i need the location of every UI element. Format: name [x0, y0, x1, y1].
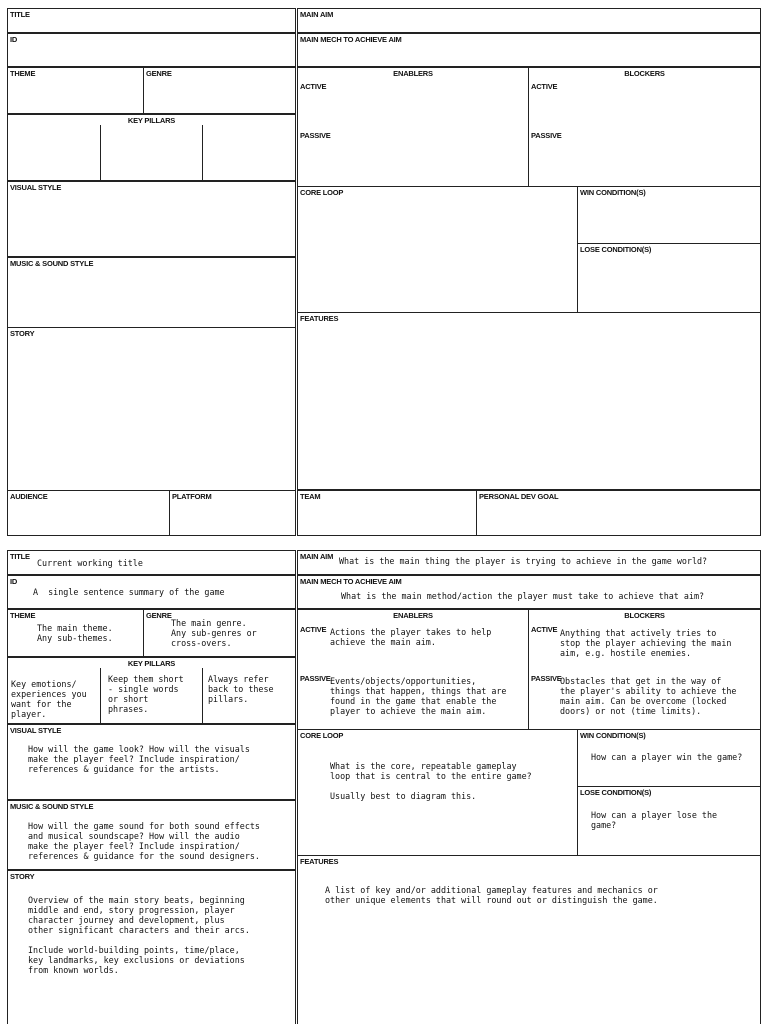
- blank-main-aim-box[interactable]: [297, 8, 761, 33]
- guide-lose-box[interactable]: [577, 786, 761, 856]
- win-conditions-label: WIN CONDITION(S): [580, 188, 646, 197]
- features-label: FEATURES: [300, 857, 339, 866]
- guide-story-box[interactable]: [7, 870, 296, 1024]
- blank-lose-box[interactable]: [577, 243, 761, 313]
- blank-platform-box[interactable]: [169, 490, 296, 536]
- story-label: STORY: [10, 329, 35, 338]
- story-guide-text: Overview of the main story beats, beginning middle and end, story progression, player character journey and development, plus other significant characters and their arcs. Include world-building points, time/place, key landmarks, key exclusions or deviations from known worlds.: [28, 895, 250, 975]
- core-loop-label: CORE LOOP: [300, 188, 344, 197]
- main-mech-label: MAIN MECH TO ACHIEVE AIM: [300, 35, 402, 44]
- guide-features-box[interactable]: [297, 855, 761, 1024]
- guide-theme-box[interactable]: [7, 609, 144, 657]
- guide-title-box[interactable]: [7, 550, 296, 575]
- lose-conditions-label: LOSE CONDITION(S): [580, 245, 652, 254]
- guide-enablers-box[interactable]: [297, 609, 529, 730]
- blank-id-box[interactable]: [7, 33, 296, 67]
- blank-enablers-box[interactable]: [297, 67, 529, 187]
- music-sound-guide-text: How will the game sound for both sound effects and musical soundscape? How will the audio make the player feel? Include inspiration/ references & guidance for the sound designers.: [28, 821, 260, 861]
- music-sound-label: MUSIC & SOUND STYLE: [10, 259, 94, 268]
- enablers-active-label: ACTIVE: [300, 625, 327, 634]
- genre-label: GENRE: [146, 69, 172, 78]
- lose-conditions-guide-text: How can a player lose the game?: [591, 810, 718, 830]
- blockers-active-guide-text: Anything that actively tries to stop the player achieving the main aim, e.g. hostile enemies.: [560, 628, 732, 658]
- genre-label: GENRE: [146, 611, 172, 620]
- visual-style-label: VISUAL STYLE: [10, 183, 62, 192]
- lose-conditions-label: LOSE CONDITION(S): [580, 788, 652, 797]
- title-guide-text: Current working title: [37, 558, 143, 568]
- features-guide-text: A list of key and/or additional gameplay features and mechanics or other unique elements that will round out or distinguish the game.: [325, 885, 658, 905]
- title-label: TITLE: [10, 552, 30, 561]
- theme-label: THEME: [10, 611, 36, 620]
- blank-features-box[interactable]: [297, 312, 761, 490]
- enablers-active-guide-text: Actions the player takes to help achieve the main aim.: [330, 627, 492, 647]
- guide-visual-style-box[interactable]: [7, 724, 296, 800]
- guide-win-box[interactable]: [577, 729, 761, 787]
- audience-label: AUDIENCE: [10, 492, 48, 501]
- visual-style-label: VISUAL STYLE: [10, 726, 62, 735]
- guide-core-loop-box[interactable]: [297, 729, 578, 856]
- enablers-passive-label: PASSIVE: [300, 674, 331, 683]
- blockers-label: BLOCKERS: [624, 611, 665, 620]
- id-guide-text: A single sentence summary of the game: [33, 587, 225, 597]
- pillar-3-guide-text: Always refer back to these pillars.: [208, 674, 274, 704]
- genre-guide-text: The main genre. Any sub-genres or cross-overs.: [171, 618, 257, 648]
- blank-personal-dev-goal-box[interactable]: [476, 489, 761, 536]
- pillar-divider: [100, 125, 101, 181]
- win-conditions-label: WIN CONDITION(S): [580, 731, 646, 740]
- personal-dev-goal-label: PERSONAL DEV GOAL: [479, 492, 559, 501]
- main-aim-label: MAIN AIM: [300, 10, 334, 19]
- blank-team-box[interactable]: [297, 489, 477, 536]
- enablers-active-label: ACTIVE: [300, 82, 327, 91]
- blank-main-mech-box[interactable]: [297, 33, 761, 67]
- enablers-label: ENABLERS: [393, 611, 433, 620]
- win-conditions-guide-text: How can a player win the game?: [591, 752, 743, 762]
- pillar-divider: [202, 668, 203, 724]
- guide-main-mech-box[interactable]: [297, 575, 761, 609]
- blank-title-box[interactable]: [7, 8, 296, 33]
- main-aim-guide-text: What is the main thing the player is trying to achieve in the game world?: [339, 556, 708, 566]
- guide-key-pillars-box[interactable]: [7, 657, 296, 724]
- blockers-active-label: ACTIVE: [531, 625, 558, 634]
- blank-genre-box[interactable]: [143, 67, 296, 114]
- pillar-2-guide-text: Keep them short - single words or short phrases.: [108, 674, 184, 714]
- blockers-passive-label: PASSIVE: [531, 674, 562, 683]
- blank-win-box[interactable]: [577, 186, 761, 244]
- enablers-passive-guide-text: Events/objects/opportunities, things that happen, things that are found in the game that enable the player to achieve the main aim.: [330, 676, 507, 716]
- theme-guide-text: The main theme. Any sub-themes.: [37, 623, 113, 643]
- story-label: STORY: [10, 872, 35, 881]
- key-pillars-label: KEY PILLARS: [127, 659, 176, 668]
- guide-blockers-box[interactable]: [528, 609, 761, 730]
- visual-style-guide-text: How will the game look? How will the visuals make the player feel? Include inspiration/ references & guidance for the artists.: [28, 744, 250, 774]
- blockers-active-label: ACTIVE: [531, 82, 558, 91]
- pillar-divider: [202, 125, 203, 181]
- key-pillars-label: KEY PILLARS: [127, 116, 176, 125]
- main-mech-guide-text: What is the main method/action the player must take to achieve that aim?: [341, 591, 705, 601]
- music-sound-label: MUSIC & SOUND STYLE: [10, 802, 94, 811]
- core-loop-guide-text: What is the core, repeatable gameplay loop that is central to the entire game? Usually best to diagram this.: [330, 761, 532, 801]
- blank-music-sound-box[interactable]: [7, 257, 296, 328]
- blank-theme-box[interactable]: [7, 67, 144, 114]
- platform-label: PLATFORM: [172, 492, 212, 501]
- blank-audience-box[interactable]: [7, 490, 170, 536]
- id-label: ID: [10, 577, 18, 586]
- pillar-1-guide-text: Key emotions/ experiences you want for the player.: [11, 679, 87, 719]
- features-label: FEATURES: [300, 314, 339, 323]
- core-loop-label: CORE LOOP: [300, 731, 344, 740]
- blockers-passive-guide-text: Obstacles that get in the way of the player's ability to achieve the main aim. Can be overcome (locked doors) or not (time limits).: [560, 676, 737, 716]
- guide-genre-box[interactable]: [143, 609, 296, 657]
- main-mech-label: MAIN MECH TO ACHIEVE AIM: [300, 577, 402, 586]
- blank-visual-style-box[interactable]: [7, 181, 296, 257]
- blank-key-pillars-box[interactable]: [7, 114, 296, 181]
- blockers-label: BLOCKERS: [624, 69, 665, 78]
- blank-blockers-box[interactable]: [528, 67, 761, 187]
- enablers-passive-label: PASSIVE: [300, 131, 331, 140]
- blank-story-box[interactable]: [7, 327, 296, 491]
- enablers-label: ENABLERS: [393, 69, 433, 78]
- guide-id-box[interactable]: [7, 575, 296, 609]
- team-label: TEAM: [300, 492, 321, 501]
- id-label: ID: [10, 35, 18, 44]
- pillar-divider: [100, 668, 101, 724]
- theme-label: THEME: [10, 69, 36, 78]
- title-label: TITLE: [10, 10, 30, 19]
- guide-main-aim-box[interactable]: [297, 550, 761, 575]
- main-aim-label: MAIN AIM: [300, 552, 334, 561]
- guide-music-sound-box[interactable]: [7, 800, 296, 870]
- blank-core-loop-box[interactable]: [297, 186, 578, 313]
- blockers-passive-label: PASSIVE: [531, 131, 562, 140]
